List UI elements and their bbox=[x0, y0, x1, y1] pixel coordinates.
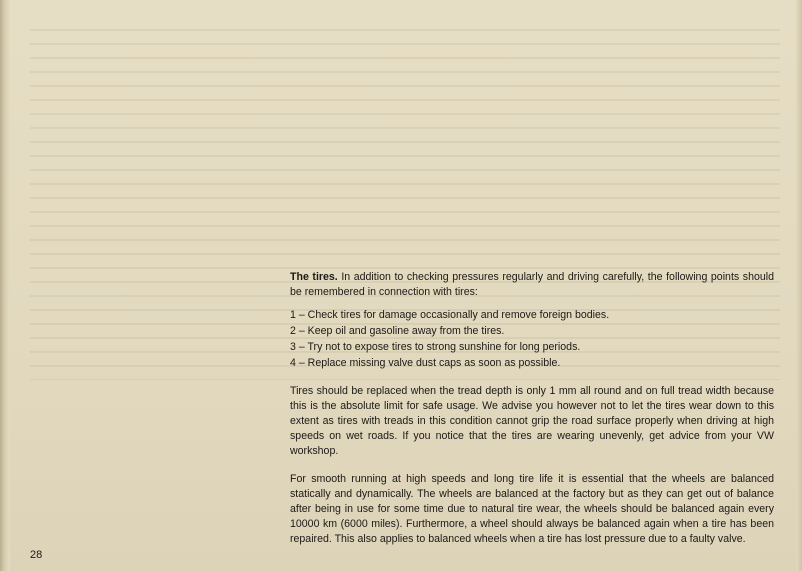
section-heading: The tires. bbox=[290, 271, 338, 283]
intro-paragraph bbox=[290, 270, 774, 300]
list-item: 1 – Check tires for damage occasionally and remove foreign bodies. bbox=[290, 309, 610, 321]
list-item: 3 – Try not to expose tires to strong sunshine for long periods. bbox=[290, 341, 581, 353]
wheel-balancing-paragraph: For smooth running at high speeds and long tire life it is essential that the wheels are balanced statically and dynamically. The wheels are balanced at the factory but as they can get out of balance after being in use for some time due to natural tire wear, the wheels should be balanced again every 10000 km (6000 miles). Furthermore, a wheel should always be balanced again when a tire has been repaired. This also applies to balanced wheels when a tire has lost pressure due to a faulty valve. bbox=[290, 473, 774, 545]
list-item: 2 – Keep oil and gasoline away from the tires. bbox=[290, 325, 505, 337]
page-edge bbox=[796, 0, 802, 571]
tread-depth-paragraph: Tires should be replaced when the tread depth is only 1 mm all round and on full tread width because this is the absolute limit for safe usage. We advise you however not to let the tires wear down to this extent as tires with treads in this condition cannot grip the road surface properly when driving at high speeds on wet roads. If you notice that the tires are wearing unevenly, get advice from your VW workshop. bbox=[290, 385, 774, 457]
intro-text: In addition to checking pressures regularly and driving carefully, the following points should be remembered in connection with tires: bbox=[290, 271, 774, 298]
page-number: 28 bbox=[30, 549, 43, 561]
tires-section bbox=[290, 270, 774, 560]
page-binding bbox=[0, 0, 10, 571]
tire-care-list bbox=[290, 307, 774, 371]
list-item: 4 – Replace missing valve dust caps as soon as possible. bbox=[290, 357, 561, 369]
